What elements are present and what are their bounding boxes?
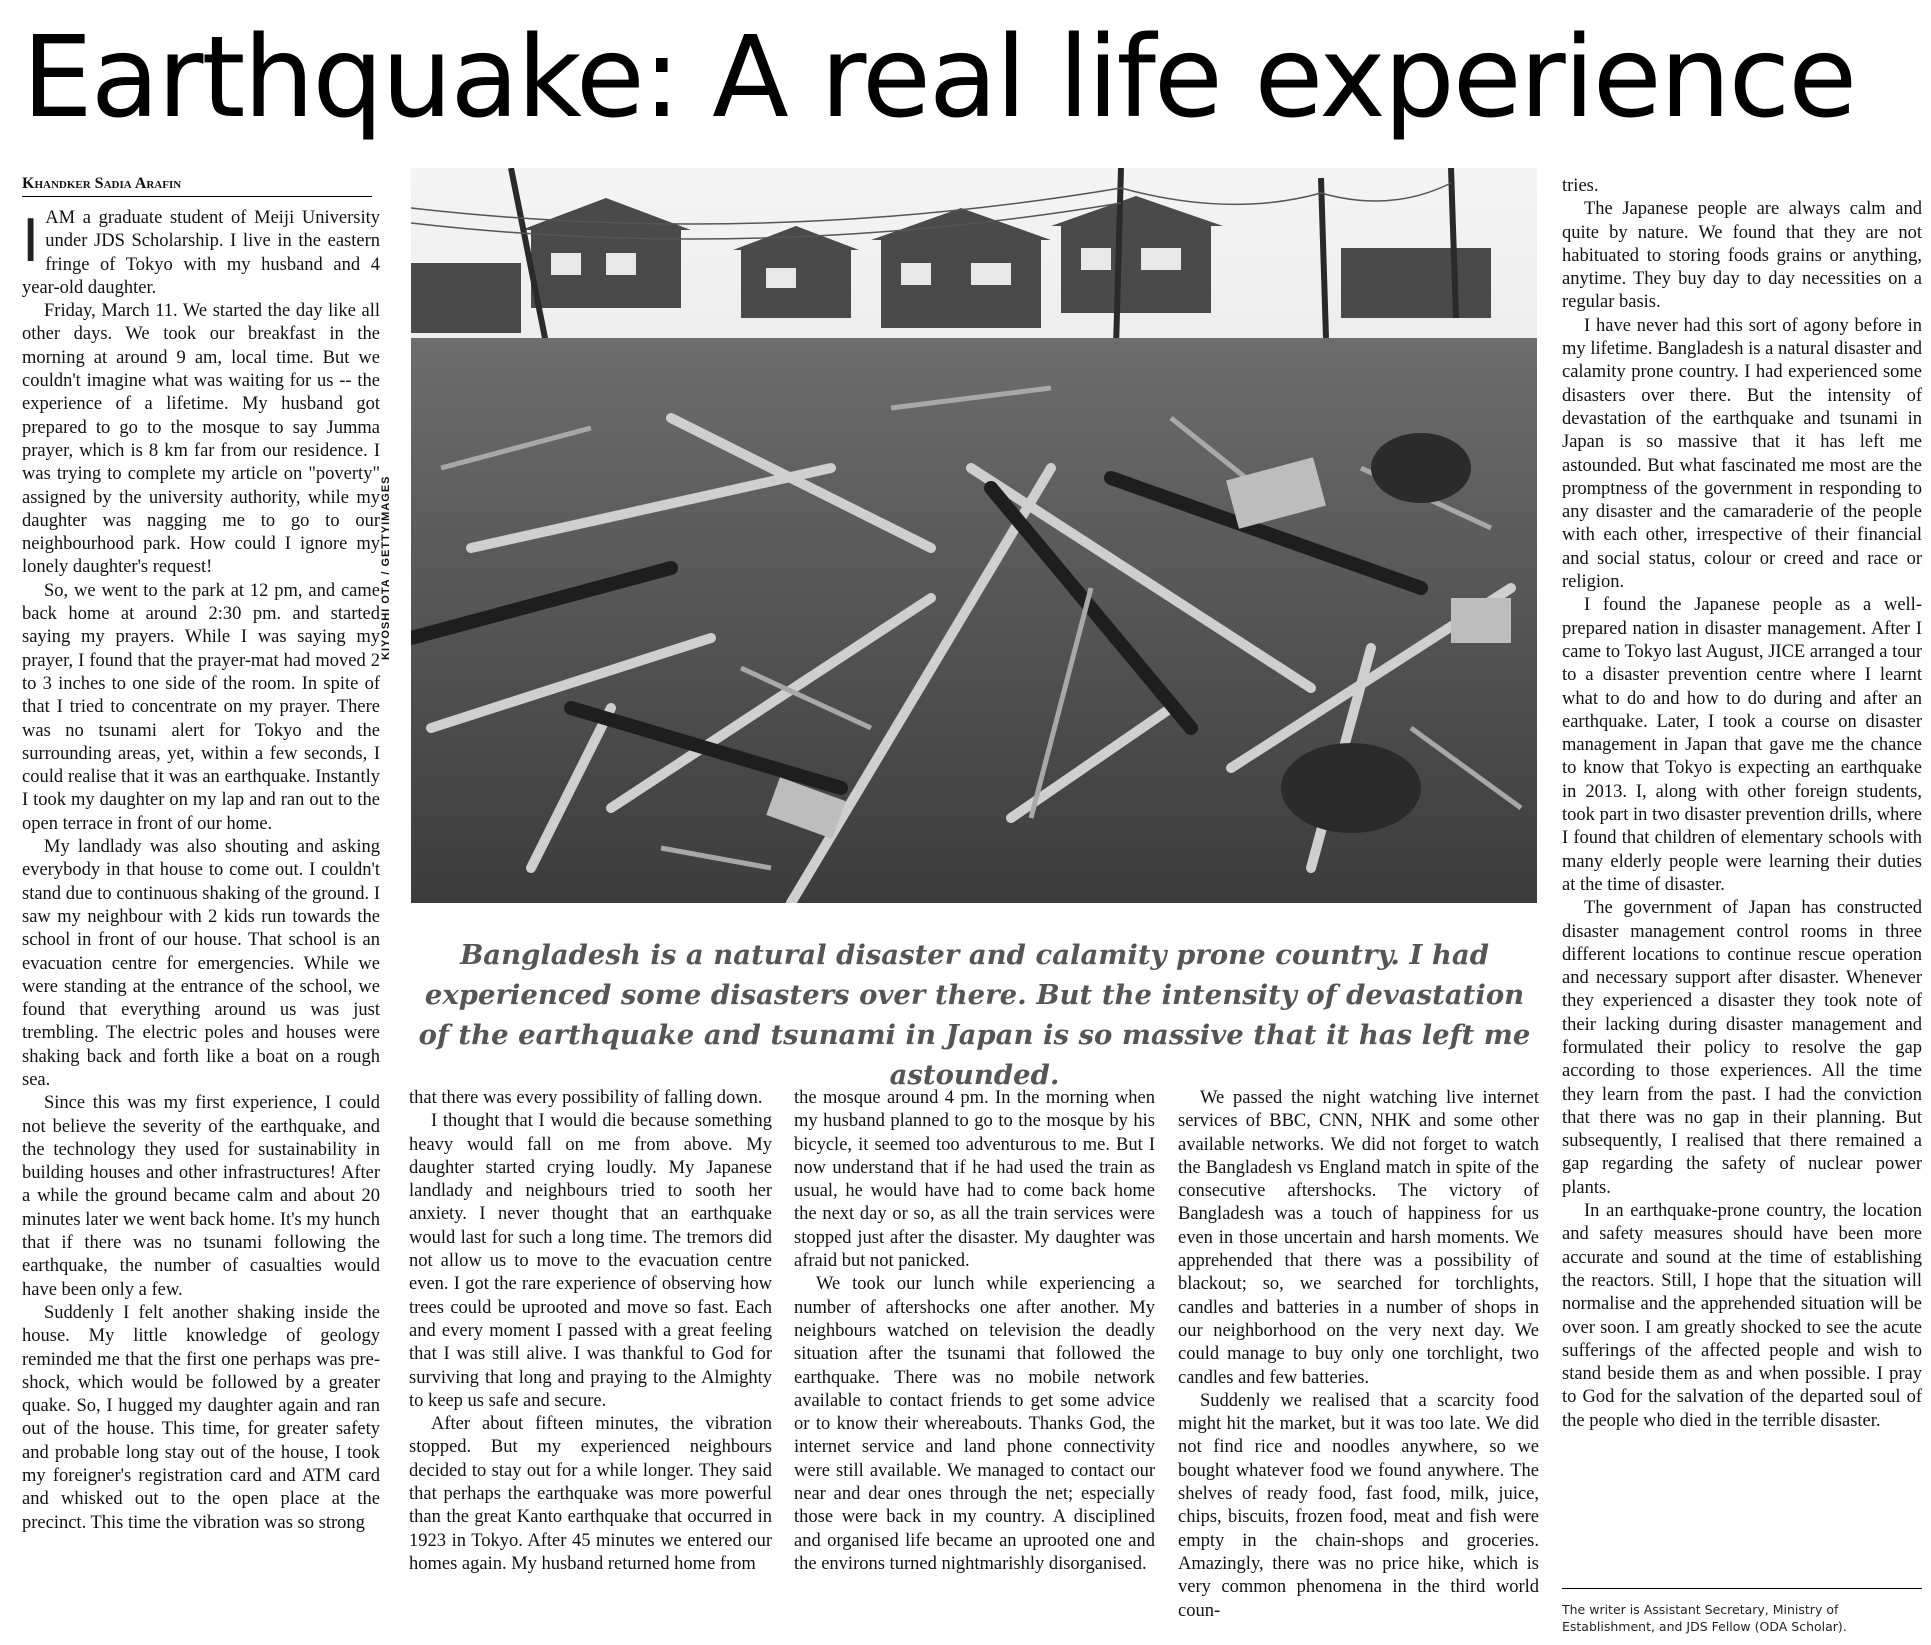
- article-paragraph: that there was every possibility of falling down.: [409, 1088, 763, 1108]
- article-paragraph: We passed the night watching live internet services of BBC, CNN, NHK and some other available networks. We did not forget to watch the Bangladesh vs England match in spite of the consecutive aftershocks. The victory of Bangladesh was a touch of happiness for us even in those uncertain and harsh moments. We apprehended that there was a possibility of blackout; so, we searched for torchlights, candles and batteries in a number of shops in our neighborhood on the very next day. We could manage to buy only one torchlight, two candles and few batteries.: [1178, 1088, 1539, 1388]
- article-paragraph: tries.: [1562, 176, 1599, 196]
- article-column-3: [794, 1087, 1155, 1576]
- drop-cap: I: [22, 206, 40, 275]
- article-paragraph: In an earthquake-prone country, the location and safety measures should have been more accurate and sound at the time of establishing the reactors. Still, I hope that the situation will normalise and the apprehended situation will be over soon. I am greatly shocked to see the acute sufferings of the affected people and wish to stand beside them as and when possible. I pray to God for the salvation of the departed soul of the people who died in the terrible disaster.: [1562, 1201, 1922, 1431]
- article-paragraph: I have never had this sort of agony before in my lifetime. Bangladesh is a natural disaster and calamity prone country. I had experienced some disasters over there. But the intensity of devastation of the earthquake and tsunami in Japan is so massive that it has left me astounded. But what fascinated me most are the promptness of the government in responding to any disaster and the camaraderie of the people with each other, irrespective of their financial and social status, colour or creed and race or religion.: [1562, 315, 1922, 593]
- paragraph-text: AM a graduate student of Meiji University under JDS Scholarship. I live in the eastern fringe of Tokyo with my husband and 4 year-old daughter.: [22, 208, 380, 298]
- article-column-1: [22, 207, 380, 1535]
- photo-credit: KIYOSHI OTA / GETTYIMAGES: [380, 475, 392, 660]
- article-paragraph: Suddenly we realised that a scarcity food might hit the market, but it was too late. We did not find rice and noodles anywhere, so we bought whatever food we found anywhere. The shelves of ready food, fast food, milk, juice, chips, biscuits, frozen food, meat and fish were empty in the chain-shops and groceries. Amazingly, there was no price hike, which is very common phenomena in the third world coun-: [1178, 1390, 1539, 1621]
- article-paragraph: Friday, March 11. We started the day like all other days. We took our breakfast in the morning at around 9 am, local time. But we couldn't imagine what was waiting for us -- the experience of a lifetime. My husband got prepared to go to the mosque to say Jumma prayer, which is 8 km far from our residence. I was trying to complete my article on "poverty" assigned by the university authority, while my daughter was nagging me to go to our neighbourhood park. How could I ignore my lonely daughter's request!: [22, 301, 380, 578]
- article-column-5: [1562, 175, 1922, 1433]
- article-paragraph: After about fifteen minutes, the vibration stopped. But my experienced neighbours decided to stay out for a while longer. They said that perhaps the earthquake was more powerful than the great Kanto earthquake that occurred in 1923 in Tokyo. After 45 minutes we entered our homes again. My husband returned home from: [409, 1414, 772, 1574]
- footnote-box: [1562, 1588, 1922, 1635]
- article-paragraph: The Japanese people are always calm and quite by nature. We found that they are not habituated to storing foods grains or anything, anytime. They buy day to day necessities on a regular basis.: [1562, 199, 1922, 313]
- headline: Earthquake: A real life experience: [22, 13, 1856, 143]
- article-paragraph: I thought that I would die because something heavy would fall on me from above. My daughter started crying loudly. My Japanese landlady and neighbours tried to sooth her anxiety. I never thought that an earthquake would last for such a long time. The tremors did not allow us to move to the evacuation centre even. I got the rare experience of observing how trees could be uprooted and move so fast. Each and every moment I passed with a great feeling that I was still alive. I was thankful to God for surviving that long and praying to the Almighty to keep us safe and secure.: [409, 1111, 772, 1411]
- article-column-4: [1178, 1087, 1539, 1623]
- pull-quote: Bangladesh is a natural disaster and calamity prone country. I had experienced some disasters over there. But the intensity of devastation of the earthquake and tsunami in Japan is so massive that it has left me astounded.: [418, 939, 1531, 1091]
- author-note: The writer is Assistant Secretary, Ministry of Establishment, and JDS Fellow (ODA Scholar).: [1562, 1602, 1847, 1634]
- article-paragraph: So, we went to the park at 12 pm, and came back home at around 2:30 pm. and started saying my prayers. While I was saying my prayer, I found that the prayer-mat had moved 2 to 3 inches to one side of the room. In spite of that I tried to concentrate on my prayer. There was no tsunami alert for Tokyo and the surrounding areas, yet, within a few seconds, I could realise that it was an earthquake. Instantly I took my daughter on my lap and ran out to the open terrace in front of our home.: [22, 580, 380, 834]
- article-paragraph: My landlady was also shouting and asking everybody in that house to come out. I couldn't stand due to continuous shaking of the ground. I saw my neighbour with 2 kids run towards the school in front of our house. That school is an evacuation centre for emergencies. While we were standing at the entrance of the school, we found that everything around us was just trembling. The electric poles and houses were shaking back and forth like a boat on a rough sea.: [22, 837, 380, 1090]
- article-paragraph: the mosque around 4 pm. In the morning when my husband planned to go to the mosque by his bicycle, it seemed too adventurous to me. But I now understand that if he had used the train as usual, he would have had to come back home the next day or so, as all the train services were stopped just after the disaster. My daughter was afraid but not panicked.: [794, 1088, 1155, 1272]
- byline: Khandker Sadia Arafin: [22, 175, 372, 197]
- article-paragraph: The government of Japan has constructed disaster management control rooms in three different locations to continue rescue operation and necessary support after disaster. Whenever they experienced a disaster they took note of their lacking during disaster management and formulated their policy to resolve the gap according to those experiences. All the time they learn from the past. I had the conviction that there was no gap in their planning. But subsequently, I realised that there remained a gap regarding the safety of nuclear power plants.: [1562, 898, 1922, 1198]
- article-column-2: [409, 1087, 772, 1576]
- article-paragraph: Suddenly I felt another shaking inside the house. My little knowledge of geology reminded me that the first one perhaps was pre-shock, which would be followed by a greater quake. So, I hugged my daughter again and ran out of the house. This time, for greater safety and probable long stay out of the house, I took my foreigner's registration card and ATM card and whisked out to the open place at the precinct. This time the vibration was so strong: [22, 1302, 380, 1533]
- article-paragraph: We took our lunch while experiencing a number of aftershocks one after another. My neighbours watched on television the deadly situation after the tsunami that followed the earthquake. There was no mobile network available to contact friends to get some advice or to know their whereabouts. Thanks God, the internet service and land phone connectivity were still available. We managed to contact our near and dear ones through the net; especially those were back in my country. A disciplined and organised life became an uprooted one and the environs turned nightmarishly disorganised.: [794, 1274, 1155, 1574]
- article-paragraph: [22, 207, 380, 300]
- article-paragraph: I found the Japanese people as a well-prepared nation in disaster management. After I came to Tokyo last August, JICE arranged a tour to a disaster prevention centre where I learnt what to do and how to do during and after an earthquake. Later, I took a course on disaster management in Japan that gave me the chance to know that Tokyo is expecting an earthquake in 2013. I, along with other foreign students, took part in two disaster prevention drills, where I found that children of elementary schools with many elderly people were learning their duties at the time of disaster.: [1562, 595, 1922, 895]
- earthquake-debris-photo: [411, 168, 1537, 903]
- article-paragraph: Since this was my first experience, I could not believe the severity of the earthquake, and the technology they used for sustainability in building houses and other infrastructures! After a while the ground became calm and about 20 minutes later we went back home. It's my hunch that if there was no tsunami following the earthquake, the number of casualties would have been only a few.: [22, 1093, 380, 1300]
